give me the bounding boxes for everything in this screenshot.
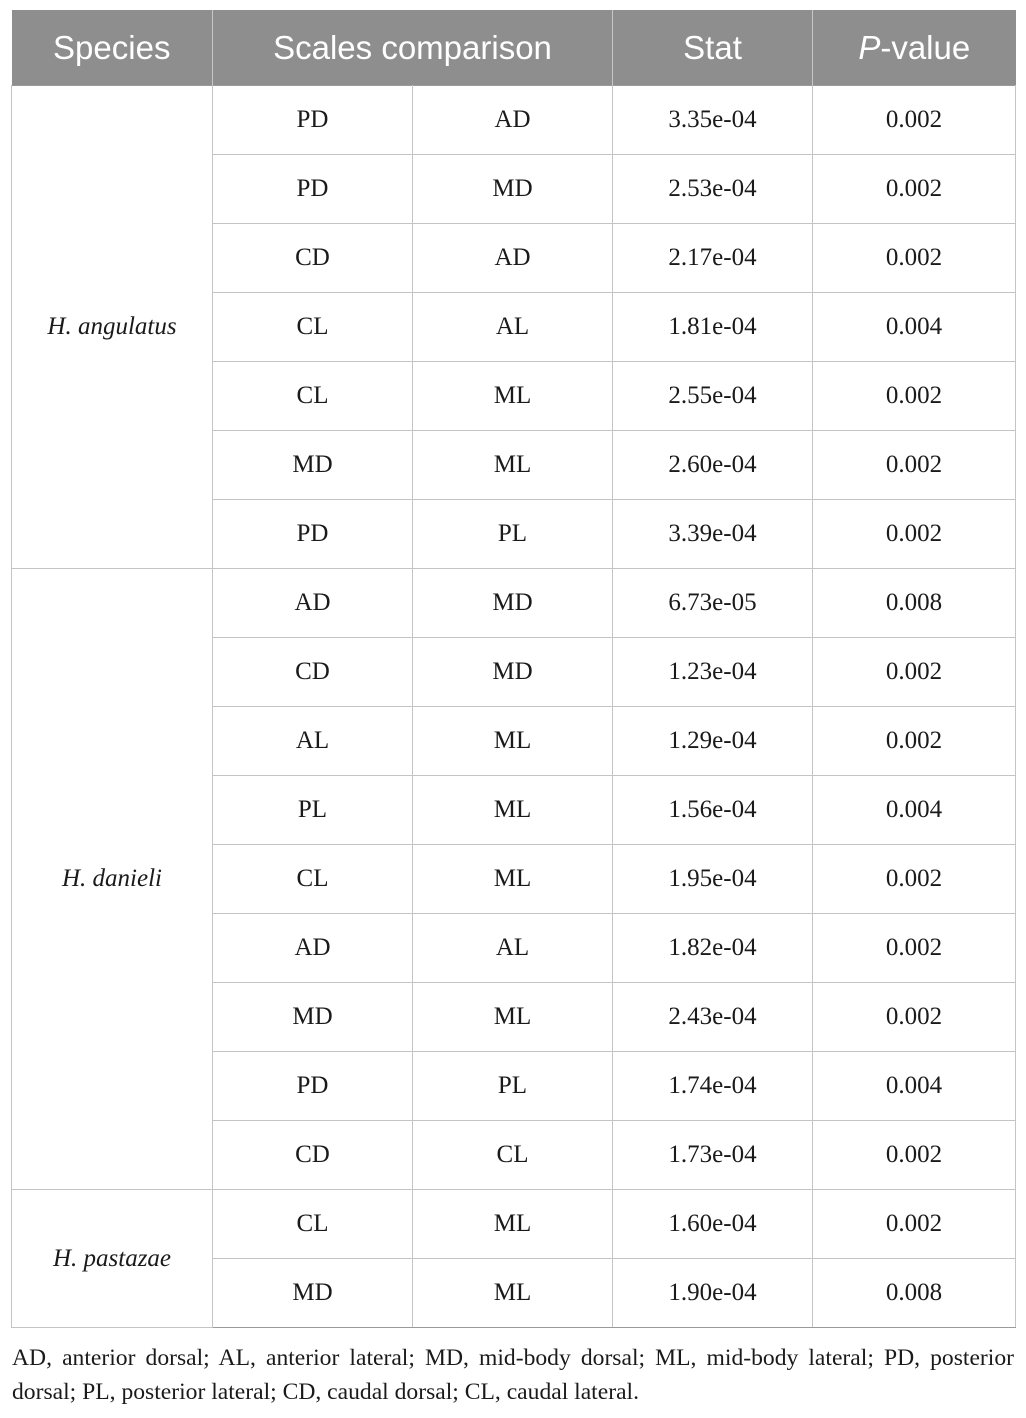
scale-a-cell: MD: [213, 1259, 413, 1328]
scale-a-cell: CL: [213, 362, 413, 431]
stat-cell: 1.81e-04: [613, 293, 813, 362]
scale-b-cell: AD: [413, 86, 613, 155]
stat-cell: 3.39e-04: [613, 500, 813, 569]
p-value-cell: 0.002: [813, 914, 1016, 983]
stat-cell: 6.73e-05: [613, 569, 813, 638]
scale-b-cell: ML: [413, 776, 613, 845]
table-footnote: AD, anterior dorsal; AL, anterior lateral; MD, mid-body dorsal; ML, mid-body lateral; PD, posterior dorsal; PL, posterior lateral; CD, caudal dorsal; CL, caudal lateral.: [12, 1345, 1014, 1405]
scale-a-cell: PL: [213, 776, 413, 845]
scale-a-cell: PD: [213, 86, 413, 155]
scale-b-cell: MD: [413, 569, 613, 638]
stat-cell: 3.35e-04: [613, 86, 813, 155]
scale-a-cell: CL: [213, 845, 413, 914]
stat-cell: 2.17e-04: [613, 224, 813, 293]
stat-cell: 1.73e-04: [613, 1121, 813, 1190]
stat-cell: 2.60e-04: [613, 431, 813, 500]
scale-a-cell: CD: [213, 1121, 413, 1190]
header-row: [12, 10, 1016, 86]
scale-a-cell: CL: [213, 1190, 413, 1259]
p-value-cell: 0.002: [813, 224, 1016, 293]
scale-b-cell: ML: [413, 707, 613, 776]
table-row: [12, 569, 1016, 638]
comparison-table: [11, 10, 1016, 1328]
scale-b-cell: AD: [413, 224, 613, 293]
scale-b-cell: PL: [413, 1052, 613, 1121]
p-value-cell: 0.002: [813, 638, 1016, 707]
p-value-cell: 0.002: [813, 845, 1016, 914]
table-row: [12, 86, 1016, 155]
stat-cell: 1.23e-04: [613, 638, 813, 707]
p-value-cell: 0.002: [813, 86, 1016, 155]
header-p-suffix: -value: [880, 28, 971, 66]
scale-b-cell: MD: [413, 155, 613, 224]
stat-cell: 1.95e-04: [613, 845, 813, 914]
scale-a-cell: PD: [213, 1052, 413, 1121]
p-value-cell: 0.002: [813, 707, 1016, 776]
species-cell: H. angulatus: [12, 86, 213, 569]
stat-cell: 2.43e-04: [613, 983, 813, 1052]
scale-b-cell: ML: [413, 431, 613, 500]
scale-a-cell: MD: [213, 431, 413, 500]
scale-b-cell: PL: [413, 500, 613, 569]
p-value-cell: 0.004: [813, 1052, 1016, 1121]
stat-cell: 2.53e-04: [613, 155, 813, 224]
stat-cell: 1.60e-04: [613, 1190, 813, 1259]
scale-b-cell: ML: [413, 983, 613, 1052]
scale-b-cell: ML: [413, 1190, 613, 1259]
stat-cell: 1.56e-04: [613, 776, 813, 845]
scale-b-cell: AL: [413, 293, 613, 362]
scale-a-cell: PD: [213, 155, 413, 224]
scale-a-cell: CD: [213, 224, 413, 293]
p-value-cell: 0.004: [813, 293, 1016, 362]
scale-a-cell: AL: [213, 707, 413, 776]
p-value-cell: 0.002: [813, 983, 1016, 1052]
p-value-cell: 0.002: [813, 500, 1016, 569]
header-stat: Stat: [613, 10, 813, 86]
stat-cell: 1.90e-04: [613, 1259, 813, 1328]
stat-cell: 2.55e-04: [613, 362, 813, 431]
species-cell: H. pastazae: [12, 1190, 213, 1328]
scale-a-cell: CD: [213, 638, 413, 707]
results-table-container: [11, 10, 1015, 1328]
stat-cell: 1.74e-04: [613, 1052, 813, 1121]
p-value-cell: 0.002: [813, 1121, 1016, 1190]
stat-cell: 1.82e-04: [613, 914, 813, 983]
scale-a-cell: PD: [213, 500, 413, 569]
scale-b-cell: AL: [413, 914, 613, 983]
scale-b-cell: ML: [413, 1259, 613, 1328]
scale-b-cell: CL: [413, 1121, 613, 1190]
p-value-cell: 0.008: [813, 569, 1016, 638]
species-cell: H. danieli: [12, 569, 213, 1190]
scale-b-cell: MD: [413, 638, 613, 707]
header-p-value: [813, 10, 1016, 86]
p-value-cell: 0.002: [813, 431, 1016, 500]
table-row: [12, 1190, 1016, 1259]
scale-a-cell: AD: [213, 569, 413, 638]
scale-b-cell: ML: [413, 362, 613, 431]
stat-cell: 1.29e-04: [613, 707, 813, 776]
table-header: [12, 10, 1016, 86]
scale-a-cell: AD: [213, 914, 413, 983]
header-scales-comparison: Scales comparison: [213, 10, 613, 86]
scale-a-cell: CL: [213, 293, 413, 362]
header-p-letter: P: [858, 28, 881, 66]
p-value-cell: 0.008: [813, 1259, 1016, 1328]
p-value-cell: 0.002: [813, 1190, 1016, 1259]
p-value-cell: 0.004: [813, 776, 1016, 845]
scale-b-cell: ML: [413, 845, 613, 914]
table-body: [12, 86, 1016, 1328]
scale-a-cell: MD: [213, 983, 413, 1052]
p-value-cell: 0.002: [813, 155, 1016, 224]
header-species: Species: [12, 10, 213, 86]
p-value-cell: 0.002: [813, 362, 1016, 431]
